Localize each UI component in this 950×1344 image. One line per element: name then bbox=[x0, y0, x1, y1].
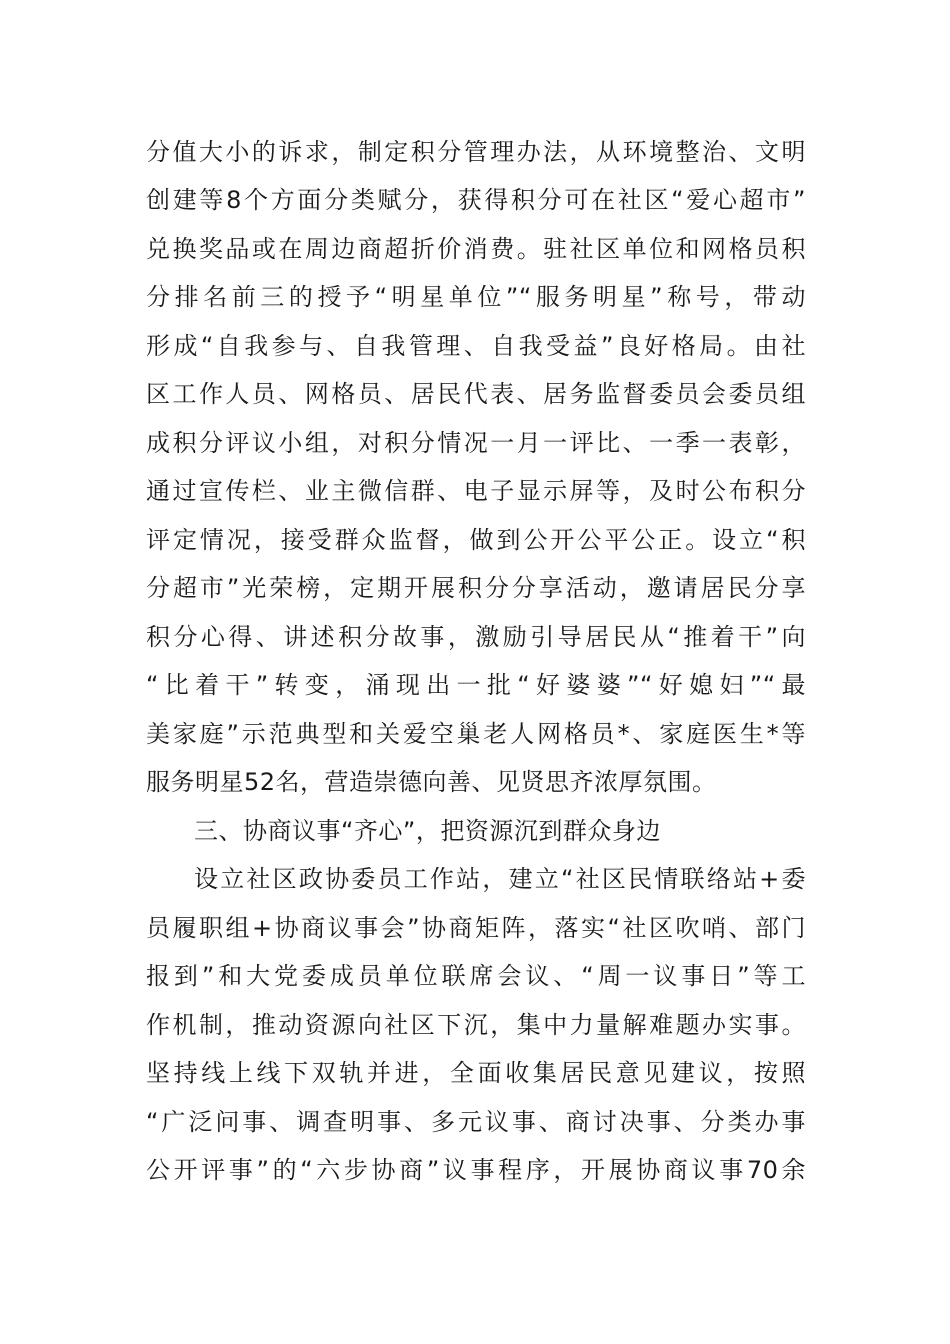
text-line: 分值大小的诉求，制定积分管理办法，从环境整治、文明 bbox=[146, 138, 806, 166]
text-line: “比着干”转变，涌现出一批“好婆婆”“好媳妇”“最 bbox=[146, 671, 806, 699]
text-line: 成积分评议小组，对积分情况一月一评比、一季一表彰， bbox=[146, 429, 806, 457]
text-line: 坚持线上线下双轨并进，全面收集居民意见建议，按照 bbox=[146, 1059, 806, 1087]
text-line: 区工作人员、网格员、居民代表、居务监督委员会委员组 bbox=[146, 380, 806, 408]
text-line: 评定情况，接受群众监督，做到公开公平公正。设立“积 bbox=[146, 526, 806, 554]
text-line: 美家庭”示范典型和关爱空巢老人网格员*、家庭医生*等 bbox=[146, 720, 806, 748]
section-heading: 三、协商议事“齐心”，把资源沉到群众身边 bbox=[194, 817, 661, 845]
text-line: “广泛问事、调查明事、多元议事、商讨决事、分类办事 bbox=[146, 1108, 806, 1136]
text-line: 分超市”光荣榜，定期开展积分分享活动，邀请居民分享 bbox=[146, 574, 806, 602]
text-line: 兑换奖品或在周边商超折价消费。驻社区单位和网格员积 bbox=[146, 235, 806, 263]
text-line: 创建等8个方面分类赋分，获得积分可在社区“爱心超市” bbox=[146, 186, 806, 214]
text-line: 分排名前三的授予“明星单位”“服务明星”称号，带动 bbox=[146, 283, 806, 311]
text-line: 积分心得、讲述积分故事，激励引导居民从“推着干”向 bbox=[146, 623, 806, 651]
text-line: 作机制，推动资源向社区下沉，集中力量解难题办实事。 bbox=[146, 1011, 806, 1039]
text-line: 员履职组+协商议事会”协商矩阵，落实“社区吹哨、部门 bbox=[146, 914, 806, 942]
text-line: 报到”和大党委成员单位联席会议、“周一议事日”等工 bbox=[146, 962, 806, 990]
text-line: 通过宣传栏、业主微信群、电子显示屏等，及时公布积分 bbox=[146, 477, 806, 505]
text-line: 服务明星52名，营造崇德向善、见贤思齐浓厚氛围。 bbox=[146, 768, 717, 796]
paragraph-first-line: 设立社区政协委员工作站，建立“社区民情联络站+委 bbox=[194, 865, 806, 893]
text-line: 形成“自我参与、自我管理、自我受益”良好格局。由社 bbox=[146, 332, 806, 360]
text-line: 公开评事”的“六步协商”议事程序，开展协商议事70余 bbox=[146, 1156, 806, 1184]
